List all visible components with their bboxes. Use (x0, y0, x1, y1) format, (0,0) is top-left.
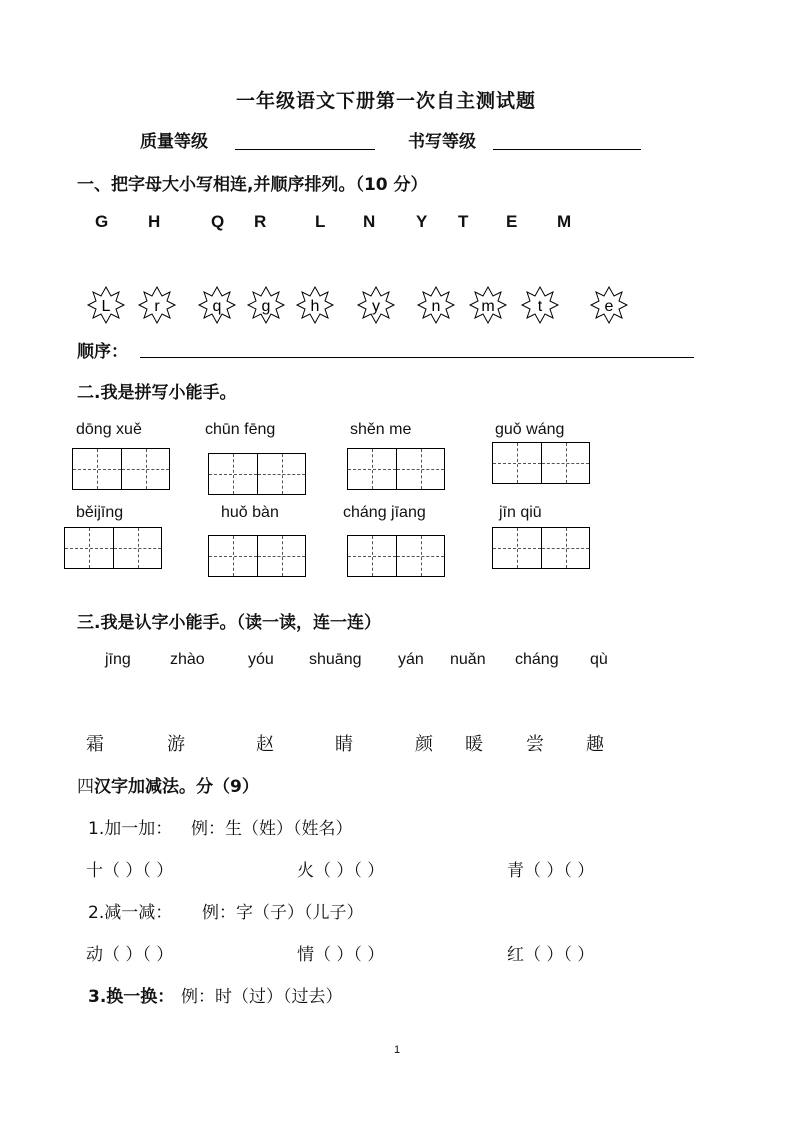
capital-letter: Q (211, 212, 225, 231)
pinyin-item: qù (590, 651, 608, 668)
section2-heading: 二.我是拼写小能手。 (77, 383, 237, 403)
star-letter-L[interactable] (86, 285, 126, 325)
pinyin-item: shuāng (309, 651, 362, 668)
writing-grid[interactable] (72, 448, 170, 490)
pinyin-item: yóu (248, 651, 274, 668)
character-item[interactable]: 霜 (86, 734, 104, 755)
character-item[interactable]: 暖 (465, 734, 483, 755)
pinyin-label: cháng jīang (343, 504, 426, 521)
pinyin-label: běijīng (76, 504, 124, 521)
pinyin-label: huǒ bàn (221, 504, 279, 521)
add-item[interactable]: 青（ ）（ ） (507, 861, 595, 881)
capital-letter: R (254, 212, 267, 231)
pinyin-label: guǒ wáng (495, 421, 565, 438)
writing-grid[interactable] (208, 453, 306, 495)
page-title: 一年级语文下册第一次自主测试题 (236, 90, 537, 112)
sub-example: 例：字（子）（儿子） (202, 903, 364, 923)
star-letter-m[interactable] (468, 285, 508, 325)
order-label: 顺序： (77, 342, 128, 362)
capital-letter: Y (416, 212, 428, 231)
swap-label: 3.换一换： (88, 987, 175, 1007)
section4-heading: 汉字加减法。分（9） (94, 777, 259, 797)
section4-heading-prefix: 四 (77, 777, 94, 797)
star-letter-text: h (310, 298, 320, 315)
section4-heading-row (77, 772, 259, 797)
sub-item[interactable]: 红（ ）（ ） (507, 945, 595, 965)
pinyin-label: dōng xuě (76, 421, 142, 438)
capital-letter: M (557, 212, 572, 231)
capital-letter: T (458, 212, 469, 231)
pinyin-item: zhào (170, 651, 205, 668)
writing-grid[interactable] (208, 535, 306, 577)
pinyin-item: jīng (105, 651, 131, 668)
writing-grid[interactable] (64, 527, 162, 569)
character-item[interactable]: 颜 (415, 734, 433, 755)
add-example: 例：生（姓）（姓名） (191, 819, 353, 839)
writing-grid[interactable] (347, 448, 445, 490)
star-letter-q[interactable] (197, 285, 237, 325)
pinyin-label: jīn qiū (499, 504, 542, 521)
star-letter-y[interactable] (356, 285, 396, 325)
star-letter-t[interactable] (520, 285, 560, 325)
character-item[interactable]: 尝 (526, 734, 544, 755)
pinyin-item: yán (398, 651, 424, 668)
section3-heading: 三.我是认字小能手。（读一读，连一连） (77, 613, 381, 633)
pinyin-label: shěn me (350, 421, 412, 438)
star-letter-n[interactable] (416, 285, 456, 325)
star-letter-text: L (101, 298, 111, 315)
star-letter-text: q (212, 298, 222, 315)
character-item[interactable]: 睛 (335, 734, 353, 755)
capital-letter: H (148, 212, 161, 231)
writing-grid[interactable] (492, 527, 590, 569)
capital-letter: E (506, 212, 518, 231)
star-letter-text: m (481, 298, 495, 315)
sub-item[interactable]: 动（ ）（ ） (86, 945, 174, 965)
pinyin-label: chūn fēng (205, 421, 276, 438)
quality-grade-label: 质量等级 (140, 132, 208, 152)
writing-grid[interactable] (347, 535, 445, 577)
order-answer-line[interactable] (140, 339, 694, 358)
swap-example: 例：时（过）（过去） (181, 987, 343, 1007)
writing-grade-label: 书写等级 (408, 132, 476, 152)
pinyin-item: cháng (515, 651, 559, 668)
star-letter-text: e (604, 298, 614, 315)
capital-letter: N (363, 212, 376, 231)
add-item[interactable]: 火（ ）（ ） (297, 861, 385, 881)
sub-label: 2.减一减： (88, 903, 173, 923)
character-item[interactable]: 赵 (256, 734, 274, 755)
character-item[interactable]: 趣 (586, 734, 604, 755)
star-letter-e[interactable] (589, 285, 629, 325)
character-item[interactable]: 游 (167, 734, 185, 755)
star-letter-h[interactable] (295, 285, 335, 325)
add-label: 1.加一加： (88, 819, 173, 839)
pinyin-item: nuǎn (450, 651, 486, 668)
star-letter-text: r (154, 298, 160, 315)
star-letter-r[interactable] (137, 285, 177, 325)
capital-letter: G (95, 212, 109, 231)
writing-grid[interactable] (492, 442, 590, 484)
star-letter-text: y (372, 298, 380, 315)
section1-heading: 一、把字母大小写相连,并顺序排列。（10 分） (77, 175, 428, 195)
capital-letter: L (315, 212, 326, 231)
star-letter-text: n (431, 298, 441, 315)
writing-grade-blank[interactable] (493, 131, 641, 150)
page-number: 1 (394, 1044, 401, 1056)
sub-item[interactable]: 情（ ）（ ） (297, 945, 385, 965)
star-letter-text: t (537, 298, 543, 315)
quality-grade-blank[interactable] (235, 131, 375, 150)
add-item[interactable]: 十（ ）（ ） (86, 861, 174, 881)
star-letter-text: g (261, 298, 271, 315)
star-letter-g[interactable] (246, 285, 286, 325)
